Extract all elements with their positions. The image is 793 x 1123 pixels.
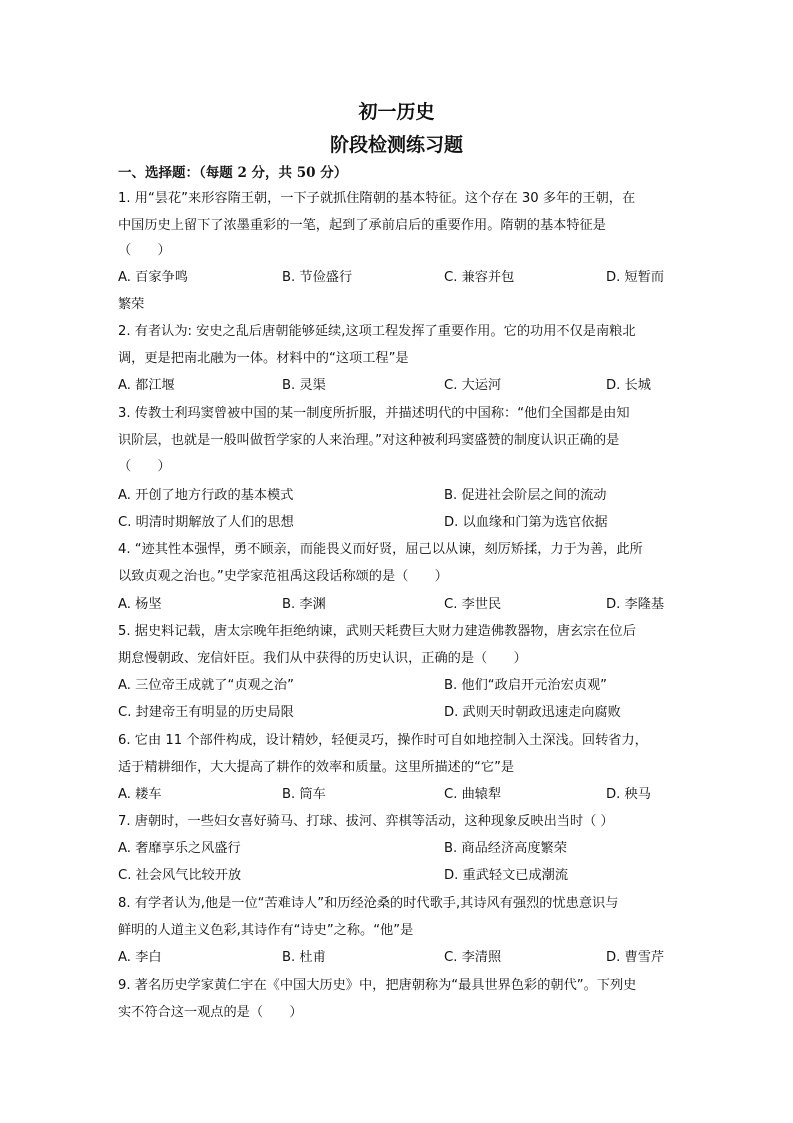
q2-line-1: 2. 有者认为: 安史之乱后唐朝能够延续,这项工程发挥了重要作用。它的功用不仅是南粮北 — [118, 324, 636, 339]
q2-option-b: B. 灵渠 — [282, 378, 326, 393]
q1-option-a: A. 百家争鸣 — [118, 270, 188, 285]
q5-line-2: 期怠慢朝政、宠信奸臣。我们从中获得的历史认识，正确的是（ ） — [118, 651, 527, 666]
q8-option-b: B. 杜甫 — [282, 950, 326, 965]
q3-option-a: A. 开创了地方行政的基本模式 — [118, 488, 294, 503]
q3-line-1: 3. 传教士利玛窦曾被中国的某一制度所折服，并描述明代的中国称：“他们全国都是由知 — [118, 406, 630, 421]
q2-option-d: D. 长城 — [606, 378, 651, 393]
q8-option-d: D. 曹雪芹 — [606, 950, 665, 965]
q4-option-b: B. 李渊 — [282, 597, 326, 612]
q5-option-c: C. 封建帝王有明显的历史局限 — [118, 705, 294, 720]
q6-option-a: A. 耧车 — [118, 787, 162, 802]
q2-line-2: 调，更是把南北融为一体。材料中的“这项工程”是 — [118, 351, 409, 366]
q6-option-b: B. 筒车 — [282, 787, 326, 802]
q1-line-3: （ ） — [118, 243, 171, 258]
section-heading: 一、选择题：（每题 2 分，共 50 分） — [118, 165, 348, 181]
q2-option-a: A. 都江堰 — [118, 378, 175, 393]
q7-option-c: C. 社会风气比较开放 — [118, 868, 242, 883]
q5-option-d: D. 武则天时朝政迅速走向腐败 — [444, 705, 621, 720]
q3-option-c: C. 明清时期解放了人们的思想 — [118, 515, 294, 530]
q3-option-d: D. 以血缘和门第为选官依据 — [444, 515, 608, 530]
q4-line-2: 以致贞观之治也。”史学家范祖禹这段话称颂的是（ ） — [118, 569, 448, 584]
q4-option-a: A. 杨坚 — [118, 597, 162, 612]
q1-option-c: C. 兼容并包 — [444, 270, 515, 285]
q7-option-b: B. 商品经济高度繁荣 — [444, 841, 567, 856]
q7-option-a: A. 奢靡享乐之风盛行 — [118, 841, 241, 856]
q3-line-3: （ ） — [118, 459, 171, 474]
q1-option-b: B. 节俭盛行 — [282, 270, 353, 285]
q1-option-d: D. 短暂而 — [606, 270, 665, 285]
q6-option-c: C. 曲辕犁 — [444, 787, 502, 802]
q5-option-b: B. 他们“政启开元治宏贞观” — [444, 678, 607, 693]
exam-title: 初一历史 — [358, 101, 435, 123]
q7-line-1: 7. 唐朝时，一些妇女喜好骑马、打球、拔河、弈棋等活动，这种现象反映出当时（ ） — [118, 814, 614, 829]
q1-option-d-wrap: 繁荣 — [118, 297, 145, 312]
q4-option-d: D. 李隆基 — [606, 597, 665, 612]
q6-line-2: 适于精耕细作，大大提高了耕作的效率和质量。这里所描述的“它”是 — [118, 760, 515, 775]
q4-option-c: C. 李世民 — [444, 597, 502, 612]
q8-line-2: 鲜明的人道主义色彩,其诗作有“诗史”之称。“他”是 — [118, 923, 414, 938]
q8-option-a: A. 李白 — [118, 950, 162, 965]
q6-option-d: D. 秧马 — [606, 787, 651, 802]
q9-line-1: 9. 著名历史学家黄仁宇在《中国大历史》中，把唐朝称为“最具世界色彩的朝代”。下列史 — [118, 978, 637, 993]
q8-option-c: C. 李清照 — [444, 950, 502, 965]
q4-line-1: 4. “迹其性本强悍，勇不顾亲，而能畏义而好贤，屈己以从谏，刻厉矫揉，力于为善，此所 — [118, 542, 643, 557]
q7-option-d: D. 重武轻文已成潮流 — [444, 868, 569, 883]
q5-line-1: 5. 据史料记载，唐太宗晚年拒绝纳谏，武则天耗费巨大财力建造佛教器物，唐玄宗在位后 — [118, 624, 636, 639]
q3-line-2: 识阶层，也就是一般叫做哲学家的人来治理。”对这种被利玛窦盛赞的制度认识正确的是 — [118, 433, 620, 448]
q8-line-1: 8. 有学者认为,他是一位“苦难诗人”和历经沧桑的时代歌手,其诗风有强烈的忧患意识与 — [118, 896, 619, 911]
q1-line-1: 1. 用“昙花”来形容隋王朝，一下子就抓住隋朝的基本特征。这个存在 30 多年的王朝，在 — [118, 191, 636, 206]
q6-line-1: 6. 它由 11 个部件构成，设计精妙，轻便灵巧，操作时可自如地控制入土深浅。回转省力， — [118, 733, 648, 748]
exam-subtitle: 阶段检测练习题 — [329, 134, 463, 156]
q3-option-b: B. 促进社会阶层之间的流动 — [444, 488, 607, 503]
q9-line-2: 实不符合这一观点的是（ ） — [118, 1005, 303, 1020]
q2-option-c: C. 大运河 — [444, 378, 502, 393]
q1-line-2: 中国历史上留下了浓墨重彩的一笔，起到了承前启后的重要作用。隋朝的基本特征是 — [118, 218, 606, 233]
q5-option-a: A. 三位帝王成就了“贞观之治” — [118, 678, 294, 693]
